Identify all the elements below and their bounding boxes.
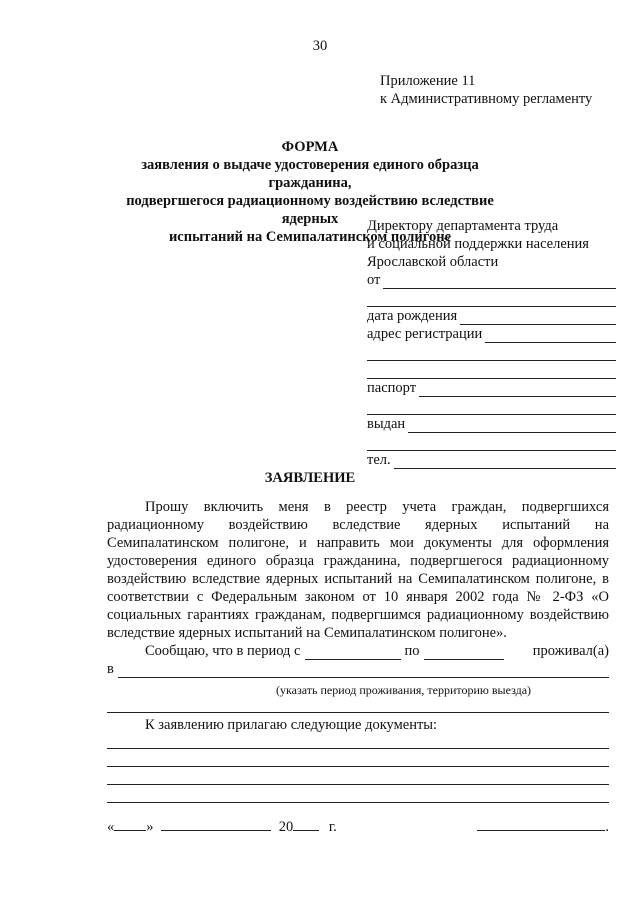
form-subtitle-line: заявления о выдаче удостоверения единого образца гражданина, <box>141 157 479 191</box>
birth-label: дата рождения <box>367 308 458 324</box>
blank-row <box>367 289 616 307</box>
residence-field[interactable] <box>118 664 609 678</box>
blank-row <box>367 343 616 361</box>
month-field[interactable] <box>161 817 271 831</box>
birth-row <box>367 307 616 325</box>
residence-label: в <box>107 661 114 677</box>
from-field[interactable] <box>383 275 616 289</box>
blank-row <box>367 433 616 451</box>
appendix-line-1: Приложение 11 <box>380 73 476 89</box>
address-field[interactable] <box>485 329 616 343</box>
period-prefix: Сообщаю, что в период с <box>145 643 301 659</box>
signature-block <box>477 817 609 836</box>
year-field[interactable] <box>293 817 319 831</box>
appendix-line-2: к Административному регламенту <box>380 91 593 107</box>
issued-field-continued[interactable] <box>367 437 616 451</box>
date-signature-row <box>107 817 609 835</box>
passport-field[interactable] <box>419 383 616 397</box>
period-lived-label: проживал(а) <box>532 643 609 659</box>
declaration-title: ЗАЯВЛЕНИЕ <box>264 470 356 486</box>
appendix-note <box>380 72 592 108</box>
period-row <box>107 642 609 660</box>
issued-row <box>367 415 616 433</box>
attachments-field[interactable] <box>107 748 609 749</box>
year-suffix: г. <box>328 819 337 835</box>
from-label: от <box>367 272 381 288</box>
blank-row <box>367 397 616 415</box>
address-label: адрес регистрации <box>367 326 483 342</box>
form-subtitle-line: подвергшегося радиационному воздействию вследствие ядерных <box>126 193 494 227</box>
declaration-body <box>107 498 609 678</box>
phone-label: тел. <box>367 452 391 468</box>
residence-row <box>107 660 609 678</box>
passport-field-continued[interactable] <box>367 401 616 415</box>
issued-field[interactable] <box>408 419 616 433</box>
phone-row <box>367 451 616 469</box>
phone-field[interactable] <box>394 455 616 469</box>
attachments-field[interactable] <box>107 784 609 785</box>
from-row <box>367 271 616 289</box>
attachments-field[interactable] <box>107 766 609 767</box>
signature-field[interactable] <box>477 817 605 831</box>
passport-label: паспорт <box>367 380 417 396</box>
period-to-field[interactable] <box>424 646 504 660</box>
signature-end: . <box>605 819 609 835</box>
residence-field-continued[interactable] <box>107 712 609 713</box>
from-field-continued[interactable] <box>367 293 616 307</box>
address-row <box>367 325 616 343</box>
blank-row <box>367 361 616 379</box>
address-field-continued[interactable] <box>367 347 616 361</box>
addressee-line: Ярославской области <box>367 254 499 270</box>
period-to-label: по <box>404 643 420 659</box>
issued-label: выдан <box>367 416 406 432</box>
declaration-paragraph: Прошу включить меня в реестр учета граждан, подвергшихся радиационному воздействию вследствие ядерных испытаний на Семипалатинском полигоне, и направить мои документы для оформления удостоверения единого образца гражданина, подвергшегося радиационному воздействию вследствие ядерных испытаний на Семипалатинском полигоне, в соответствии с Федеральным законом от 10 января 2002 года № 2-ФЗ «О социальных гарантиях гражданам, подвергшимся радиационному воздействию вследствие ядерных испытаний на Семипалатинском полигоне». <box>107 499 609 641</box>
form-title: ФОРМА <box>281 139 339 155</box>
birth-date-field[interactable] <box>460 311 616 325</box>
addressee-block <box>367 217 616 469</box>
day-field[interactable] <box>114 817 146 831</box>
address-field-continued[interactable] <box>367 365 616 379</box>
open-quote: « <box>107 819 115 835</box>
page-number: 30 <box>312 38 328 54</box>
close-quote: » <box>146 819 154 835</box>
addressee-line: и социальной поддержки населения <box>367 236 589 252</box>
form-subtitle-line: испытаний на Семипалатинском полигоне <box>168 229 452 245</box>
year-prefix: 20 <box>278 819 294 835</box>
attachments-label: К заявлению прилагаю следующие документы: <box>145 717 438 733</box>
period-note: (указать период проживания, территорию выезда) <box>276 683 532 697</box>
passport-row <box>367 379 616 397</box>
addressee-line: Директору департамента труда <box>367 218 559 234</box>
period-from-field[interactable] <box>305 646 401 660</box>
attachments-field[interactable] <box>107 802 609 803</box>
